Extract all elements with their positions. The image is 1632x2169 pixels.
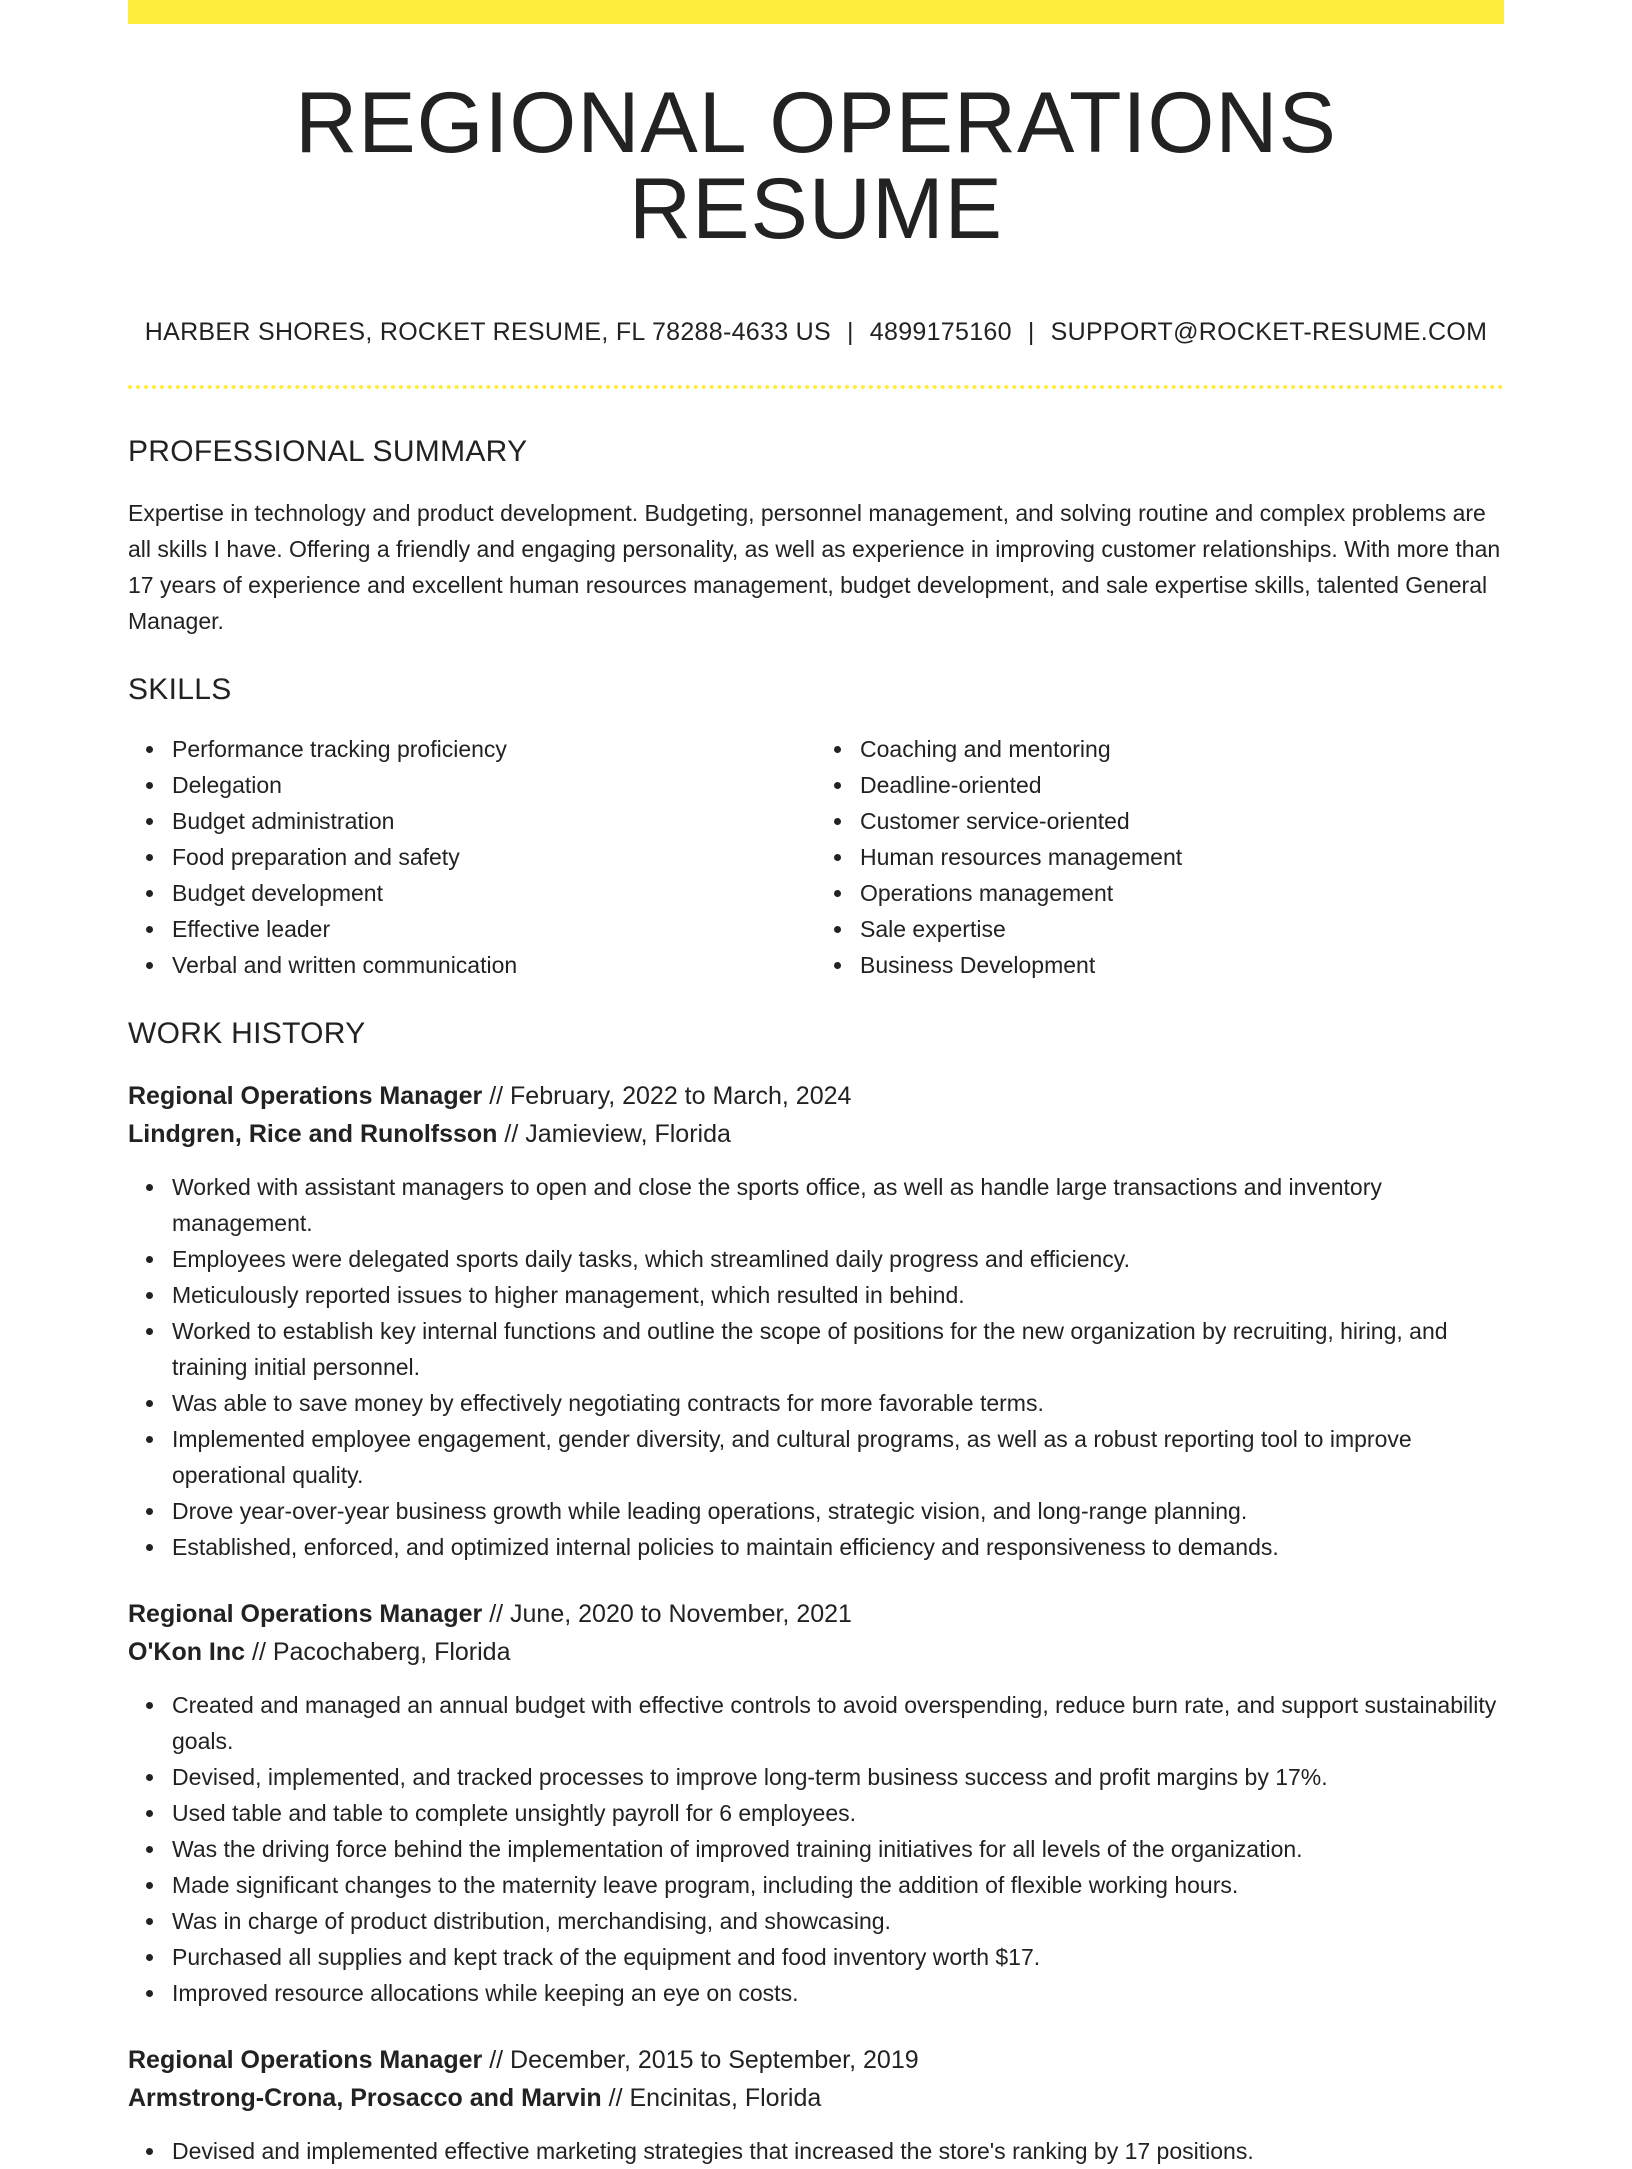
job-bullet: Purchased all supplies and kept track of the equipment and food inventory worth $17. — [172, 1939, 1504, 1975]
job-bullet: Used table and table to complete unsightly payroll for 6 employees. — [172, 1795, 1504, 1831]
job-role-line — [128, 1595, 1504, 1633]
job-role: Regional Operations Manager — [128, 1082, 483, 1110]
accent-top-bar — [128, 0, 1504, 24]
skill-item: Effective leader — [172, 911, 816, 947]
job-company-line — [128, 1633, 1504, 1671]
job-location: // Jamieview, Florida — [497, 1120, 731, 1148]
job-entry — [128, 1077, 1504, 1565]
job-role-line — [128, 2041, 1504, 2079]
skill-item: Performance tracking proficiency — [172, 731, 816, 767]
skills-list-right — [816, 731, 1504, 983]
skill-item: Deadline-oriented — [860, 767, 1504, 803]
job-bullet: Worked with assistant managers to open and close the sports office, as well as handle large transactions and inventory management. — [172, 1169, 1504, 1241]
skill-item: Human resources management — [860, 839, 1504, 875]
skills-heading: SKILLS — [128, 673, 232, 706]
job-dates: // December, 2015 to September, 2019 — [482, 2046, 919, 2074]
job-bullet: Was in charge of product distribution, merchandising, and showcasing. — [172, 1903, 1504, 1939]
job-bullet: Established, enforced, and optimized internal policies to maintain efficiency and responsiveness to demands. — [172, 1529, 1504, 1565]
job-bullets — [128, 1687, 1504, 2011]
job-company: Armstrong-Crona, Prosacco and Marvin — [128, 2084, 602, 2112]
skill-item: Operations management — [860, 875, 1504, 911]
job-bullet: Made significant changes to the maternity leave program, including the addition of flexible working hours. — [172, 1867, 1504, 1903]
job-bullet: Devised and implemented effective marketing strategies that increased the store's ranking by 17 positions. — [172, 2133, 1504, 2169]
summary-text: Expertise in technology and product development. Budgeting, personnel management, and solving routine and complex problems are all skills I have. Offering a friendly and engaging personality, as well as experience in improving customer relationships. With more than 17 years of experience and excellent human resources management, budget development, and sale expertise skills, talented General Manager. — [128, 500, 1501, 634]
contact-separator: | — [1027, 318, 1035, 346]
job-bullet: Devised, implemented, and tracked processes to improve long-term business success and profit margins by 17%. — [172, 1759, 1504, 1795]
job-bullet: Was the driving force behind the implementation of improved training initiatives for all levels of the organization. — [172, 1831, 1504, 1867]
contact-phone: 4899175160 — [869, 318, 1012, 346]
job-dates: // June, 2020 to November, 2021 — [482, 1600, 852, 1628]
job-bullet: Employees were delegated sports daily tasks, which streamlined daily progress and efficiency. — [172, 1241, 1504, 1277]
job-location: // Pacochaberg, Florida — [245, 1638, 511, 1666]
skill-item: Budget administration — [172, 803, 816, 839]
job-bullets — [128, 1169, 1504, 1565]
skill-item: Coaching and mentoring — [860, 731, 1504, 767]
job-company-line — [128, 2079, 1504, 2117]
contact-address: HARBER SHORES, ROCKET RESUME, FL 78288-4633 US — [144, 318, 831, 346]
job-company: O'Kon Inc — [128, 1638, 246, 1666]
job-company-line — [128, 1115, 1504, 1153]
job-role-line — [128, 1077, 1504, 1115]
job-bullet: Created and managed an annual budget with effective controls to avoid overspending, reduce burn rate, and support sustainability goals. — [172, 1687, 1504, 1759]
contact-separator: | — [846, 318, 854, 346]
job-bullet: Worked to establish key internal functions and outline the scope of positions for the new organization by recruiting, hiring, and training initial personnel. — [172, 1313, 1504, 1385]
skill-item: Delegation — [172, 767, 816, 803]
dotted-divider — [128, 385, 1504, 389]
job-bullet: Improved resource allocations while keeping an eye on costs. — [172, 1975, 1504, 2011]
job-bullet: Was able to save money by effectively negotiating contracts for more favorable terms. — [172, 1385, 1504, 1421]
job-role: Regional Operations Manager — [128, 1600, 483, 1628]
skill-item: Food preparation and safety — [172, 839, 816, 875]
contact-line — [128, 318, 1504, 347]
skill-item: Budget development — [172, 875, 816, 911]
skill-item: Verbal and written communication — [172, 947, 816, 983]
job-dates: // February, 2022 to March, 2024 — [482, 1082, 852, 1110]
job-bullet: Implemented employee engagement, gender diversity, and cultural programs, as well as a robust reporting tool to improve operational quality. — [172, 1421, 1504, 1493]
skill-item: Customer service-oriented — [860, 803, 1504, 839]
resume-page — [128, 0, 1504, 2169]
summary-heading: PROFESSIONAL SUMMARY — [128, 435, 528, 468]
job-bullet: Meticulously reported issues to higher management, which resulted in behind. — [172, 1277, 1504, 1313]
job-role: Regional Operations Manager — [128, 2046, 483, 2074]
work-history-heading: WORK HISTORY — [128, 1017, 366, 1050]
job-bullet: Drove year-over-year business growth while leading operations, strategic vision, and long-range planning. — [172, 1493, 1504, 1529]
skill-item: Business Development — [860, 947, 1504, 983]
resume-title: REGIONAL OPERATIONS RESUME — [295, 75, 1337, 257]
skill-item: Sale expertise — [860, 911, 1504, 947]
job-entry — [128, 2041, 1504, 2169]
job-bullets — [128, 2133, 1504, 2169]
skills-grid — [128, 731, 1504, 983]
skills-list-left — [128, 731, 816, 983]
job-company: Lindgren, Rice and Runolfsson — [128, 1120, 498, 1148]
contact-email: SUPPORT@ROCKET-RESUME.COM — [1050, 318, 1488, 346]
job-entry — [128, 1595, 1504, 2011]
job-location: // Encinitas, Florida — [601, 2084, 822, 2112]
